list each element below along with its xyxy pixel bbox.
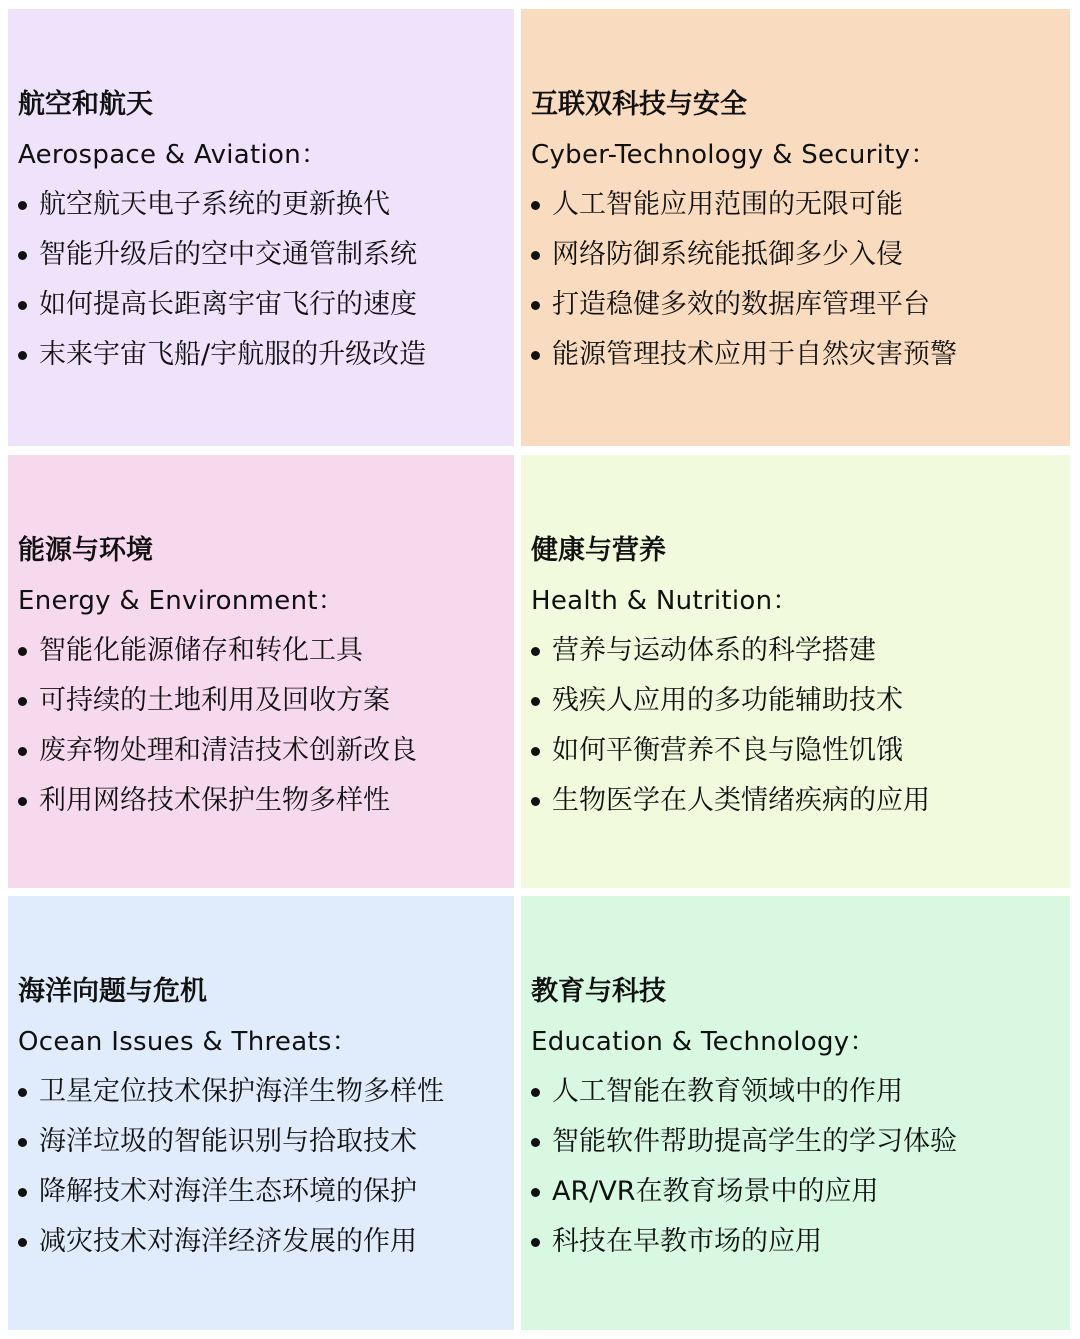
category-title: 能源与环境 — [18, 535, 153, 566]
topic-text: 能源管理技术应用于自然灾害预警 — [552, 339, 957, 370]
category-card-aerospace — [8, 9, 514, 446]
topic-text: 降解技术对海洋生态环境的保护 — [39, 1176, 417, 1207]
topic-text: 末来宇宙飞船/宇航服的升级改造 — [39, 339, 427, 370]
category-title: 健康与营养 — [531, 535, 666, 566]
topic-item — [18, 237, 426, 273]
category-subtitle: Energy & Environment： — [18, 586, 345, 616]
category-title: 海洋向题与危机 — [18, 976, 207, 1007]
topic-item — [531, 1224, 957, 1260]
category-content — [18, 533, 417, 833]
topic-text: 打造稳健多效的数据库管理平台 — [552, 289, 930, 320]
category-content — [531, 533, 930, 833]
topic-item — [531, 1074, 957, 1110]
topic-item — [531, 733, 930, 769]
topic-text: 生物医学在人类情绪疾病的应用 — [552, 785, 930, 816]
topic-text: 智能升级后的空中交通管制系统 — [39, 239, 417, 270]
bullet-icon — [531, 697, 540, 706]
bullet-icon — [531, 201, 540, 210]
category-title: 互联双科技与安全 — [531, 89, 747, 120]
topic-item — [531, 187, 957, 223]
topic-text: 智能化能源储存和转化工具 — [39, 635, 363, 666]
category-content — [531, 87, 957, 387]
bullet-icon — [531, 797, 540, 806]
topic-text: 海洋垃圾的智能识别与拾取技术 — [39, 1126, 417, 1157]
category-title: 教育与科技 — [531, 976, 666, 1007]
category-content — [531, 974, 957, 1274]
category-card-ocean — [8, 896, 514, 1330]
bullet-icon — [18, 1088, 27, 1097]
category-content — [18, 974, 444, 1274]
bullet-icon — [18, 1188, 27, 1197]
topic-item — [18, 1074, 444, 1110]
bullet-icon — [18, 301, 27, 310]
topic-item — [18, 733, 417, 769]
topic-list — [18, 633, 417, 819]
topic-item — [531, 783, 930, 819]
bullet-icon — [531, 301, 540, 310]
category-card-education — [521, 896, 1070, 1330]
category-subtitle: Health & Nutrition： — [531, 586, 799, 616]
category-content — [18, 87, 426, 387]
topic-text: 残疾人应用的多功能辅助技术 — [552, 685, 903, 716]
topic-text: 利用网络技术保护生物多样性 — [39, 785, 390, 816]
topic-list — [531, 187, 957, 373]
topic-text: 废弃物处理和清洁技术创新改良 — [39, 735, 417, 766]
bullet-icon — [18, 201, 27, 210]
topic-text: 智能软件帮助提高学生的学习体验 — [552, 1126, 957, 1157]
topic-text: 人工智能在教育领域中的作用 — [552, 1076, 903, 1107]
topic-text: 航空航天电子系统的更新换代 — [39, 189, 390, 220]
topic-text: 网络防御系统能抵御多少入侵 — [552, 239, 903, 270]
category-grid — [8, 9, 1070, 1330]
topic-item — [18, 187, 426, 223]
topic-item — [531, 237, 957, 273]
category-card-energy — [8, 455, 514, 888]
topic-text: 卫星定位技术保护海洋生物多样性 — [39, 1076, 444, 1107]
bullet-icon — [531, 1138, 540, 1147]
topic-text: 人工智能应用范围的无限可能 — [552, 189, 903, 220]
category-subtitle: Education & Technology： — [531, 1027, 876, 1057]
topic-list — [531, 1074, 957, 1260]
topic-list — [18, 1074, 444, 1260]
bullet-icon — [531, 1238, 540, 1247]
topic-text: 可持续的土地利用及回收方案 — [39, 685, 390, 716]
bullet-icon — [531, 747, 540, 756]
topic-text: 营养与运动体系的科学搭建 — [552, 635, 876, 666]
bullet-icon — [531, 251, 540, 260]
topic-text: 科技在早教市场的应用 — [552, 1226, 822, 1257]
topic-item — [531, 683, 930, 719]
bullet-icon — [531, 647, 540, 656]
topic-list — [18, 187, 426, 373]
topic-text: 如何平衡营养不良与隐性饥饿 — [552, 735, 903, 766]
bullet-icon — [531, 1188, 540, 1197]
bullet-icon — [531, 1088, 540, 1097]
category-title: 航空和航天 — [18, 89, 153, 120]
topic-item — [531, 337, 957, 373]
bullet-icon — [18, 1138, 27, 1147]
topic-text: 减灾技术对海洋经济发展的作用 — [39, 1226, 417, 1257]
bullet-icon — [18, 251, 27, 260]
topic-item — [531, 633, 930, 669]
topic-list — [531, 633, 930, 819]
topic-item — [18, 783, 417, 819]
topic-item — [18, 287, 426, 323]
topic-item — [18, 633, 417, 669]
topic-item — [531, 1174, 957, 1210]
topic-text: AR/VR在教育场景中的应用 — [552, 1176, 879, 1207]
topic-item — [531, 1124, 957, 1160]
topic-item — [18, 1224, 444, 1260]
category-subtitle: Cyber-Technology & Security： — [531, 140, 937, 170]
topic-item — [18, 337, 426, 373]
category-card-health — [521, 455, 1070, 888]
topic-item — [18, 1174, 444, 1210]
category-subtitle: Ocean Issues & Threats： — [18, 1027, 359, 1057]
category-subtitle: Aerospace & Aviation： — [18, 140, 328, 170]
bullet-icon — [18, 797, 27, 806]
bullet-icon — [531, 351, 540, 360]
bullet-icon — [18, 351, 27, 360]
bullet-icon — [18, 697, 27, 706]
topic-text: 如何提高长距离宇宙飞行的速度 — [39, 289, 417, 320]
bullet-icon — [18, 747, 27, 756]
topic-item — [531, 287, 957, 323]
topic-item — [18, 683, 417, 719]
bullet-icon — [18, 1238, 27, 1247]
topic-item — [18, 1124, 444, 1160]
bullet-icon — [18, 647, 27, 656]
category-card-cyber — [521, 9, 1070, 446]
